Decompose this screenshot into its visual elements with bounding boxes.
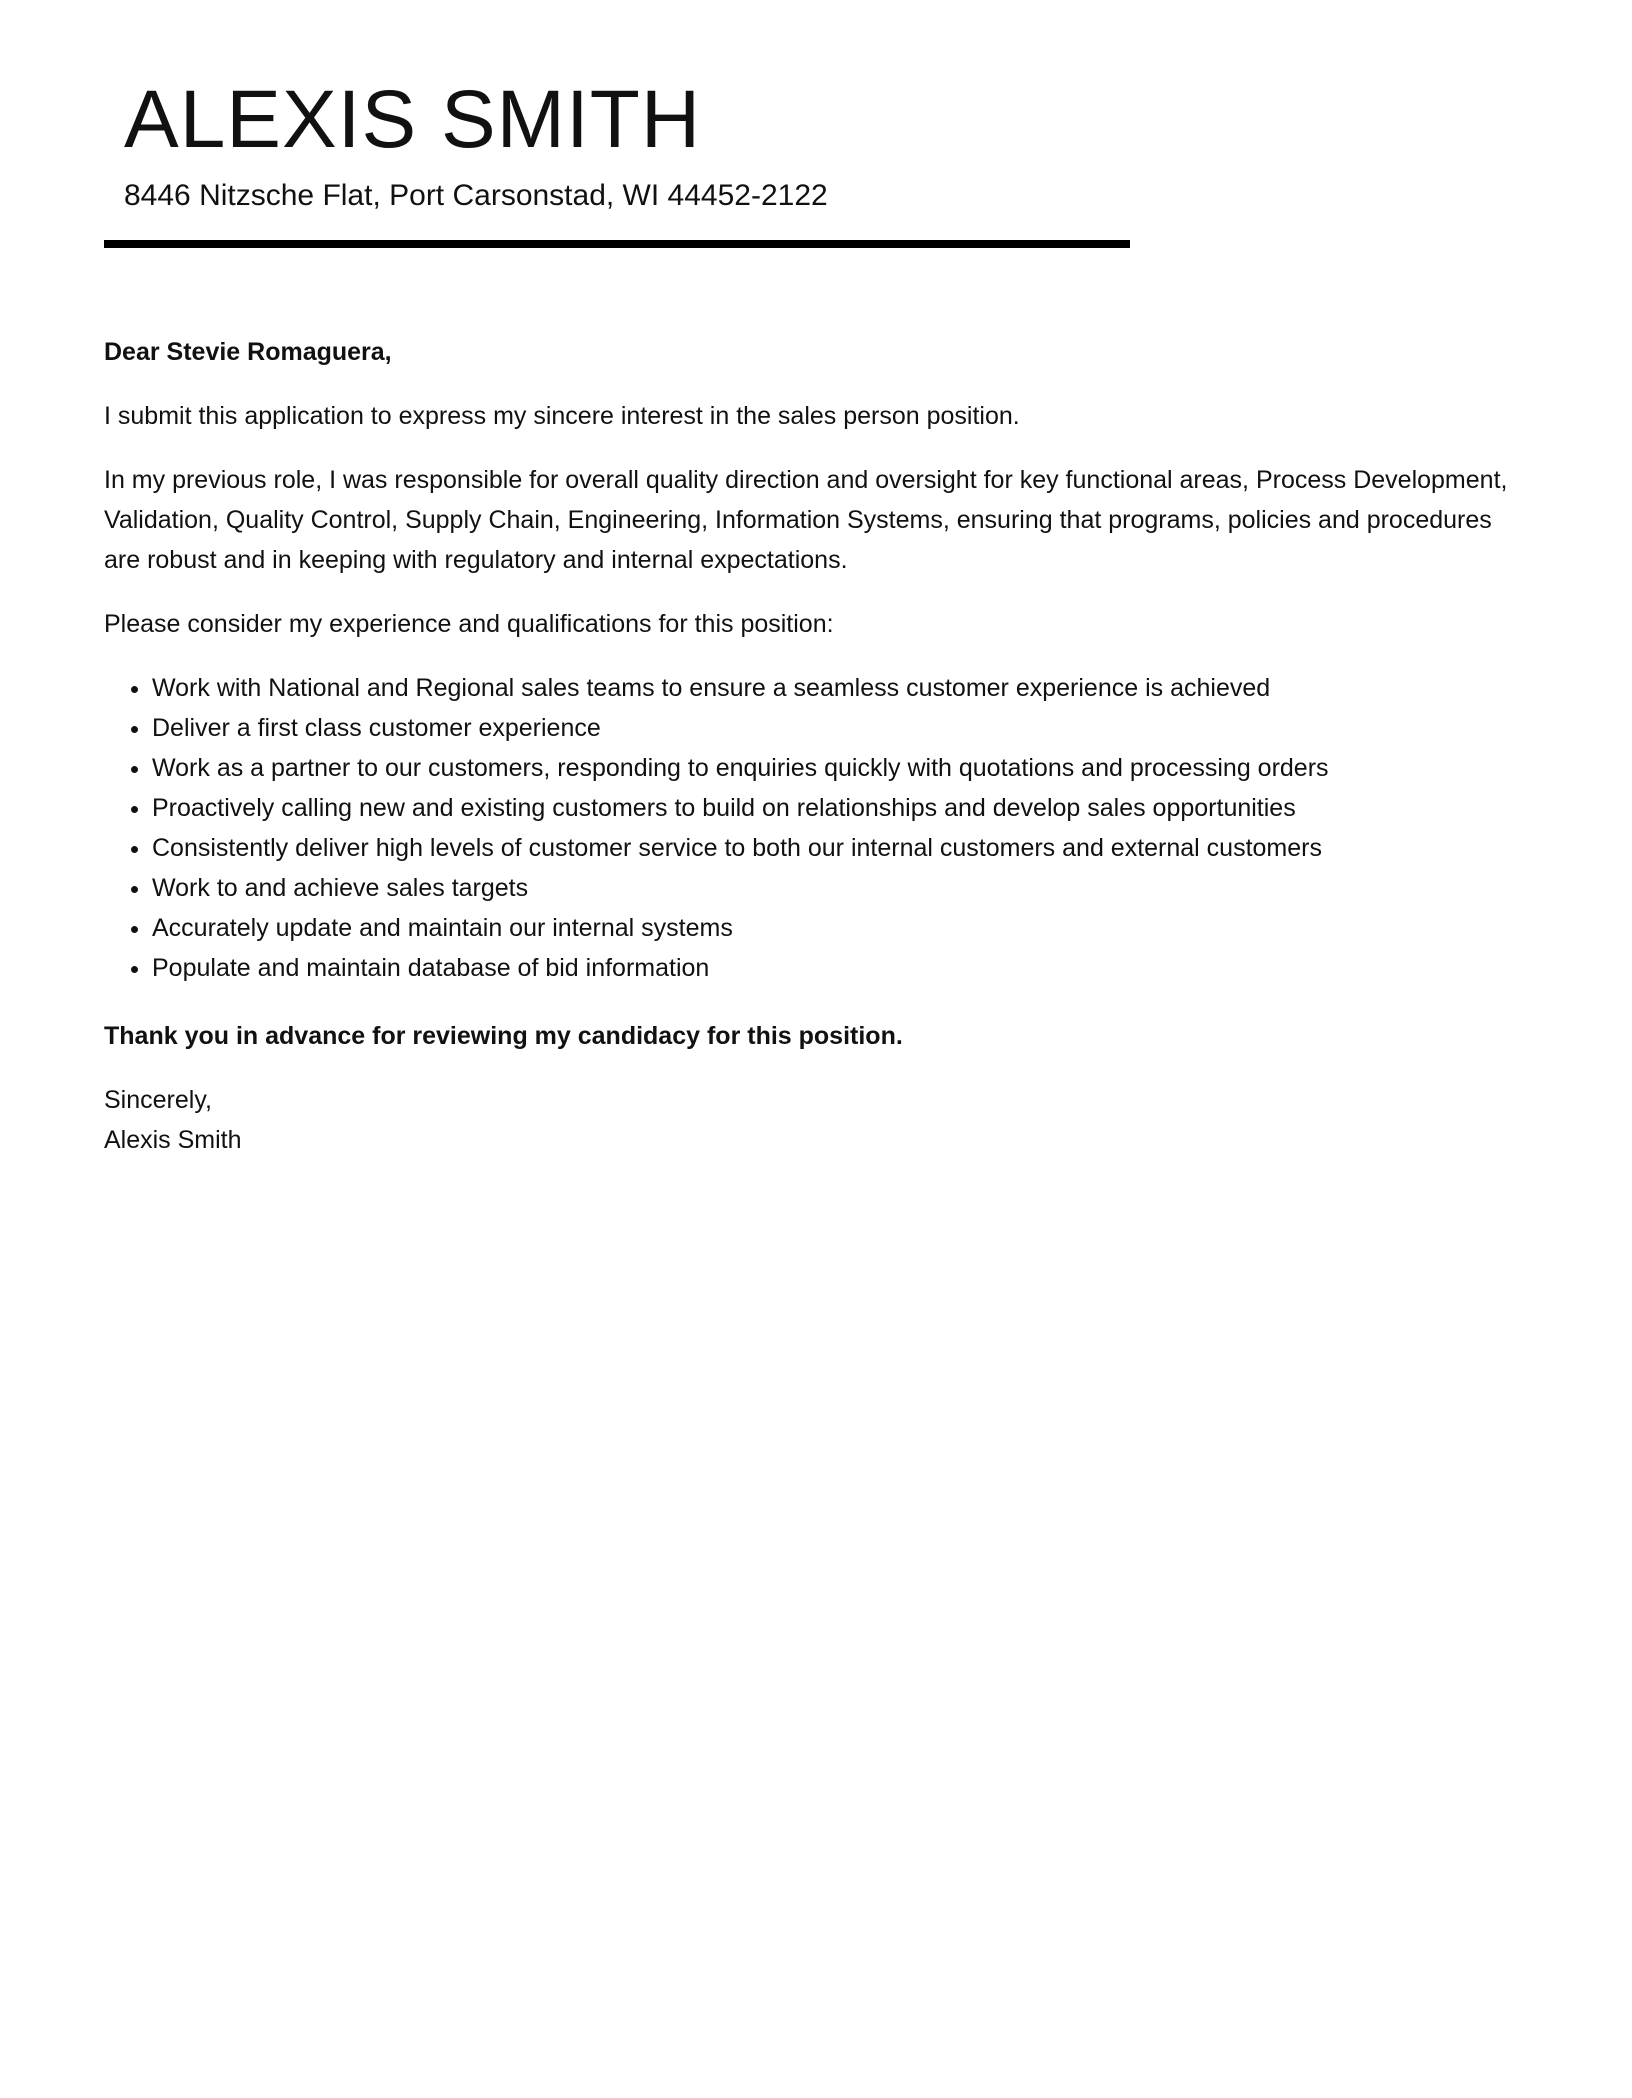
list-item: • Consistently deliver high levels of customer service to both our internal customers and external customers [152,828,1524,868]
thanks-paragraph: Thank you in advance for reviewing my candidacy for this position. [104,1022,903,1050]
list-item: • Work as a partner to our customers, responding to enquiries quickly with quotations and processing orders [152,748,1524,788]
closing-line: Sincerely, [104,1086,212,1114]
consider-paragraph: Please consider my experience and qualifications for this position: [104,610,834,638]
qualifications-list [104,668,1524,988]
letter-header [124,72,828,216]
list-item: • Work to and achieve sales targets [152,868,1524,908]
list-item: • Deliver a first class customer experience [152,708,1524,748]
signature-name: Alexis Smith [104,1126,242,1154]
salutation: Dear Stevie Romaguera, [104,338,392,366]
applicant-address: 8446 Nitzsche Flat, Port Carsonstad, WI 44452-2122 [124,179,828,212]
list-item: • Work with National and Regional sales teams to ensure a seamless customer experience is achieved [152,668,1524,708]
previous-role-paragraph: In my previous role, I was responsible for overall quality direction and oversight for key functional areas, Process Development, Validation, Quality Control, Supply Chain, Engineering, Information Systems, ensuring that programs, policies and procedures are robust and in keeping with regulatory and internal expectations. [104,466,1508,574]
header-divider [104,240,1130,248]
list-item: • Populate and maintain database of bid information [152,948,1524,988]
applicant-name: ALEXIS SMITH [124,74,702,165]
list-item: • Accurately update and maintain our internal systems [152,908,1524,948]
letter-body [104,332,1524,1160]
intro-paragraph: I submit this application to express my sincere interest in the sales person position. [104,402,1020,430]
list-item: • Proactively calling new and existing customers to build on relationships and develop sales opportunities [152,788,1524,828]
